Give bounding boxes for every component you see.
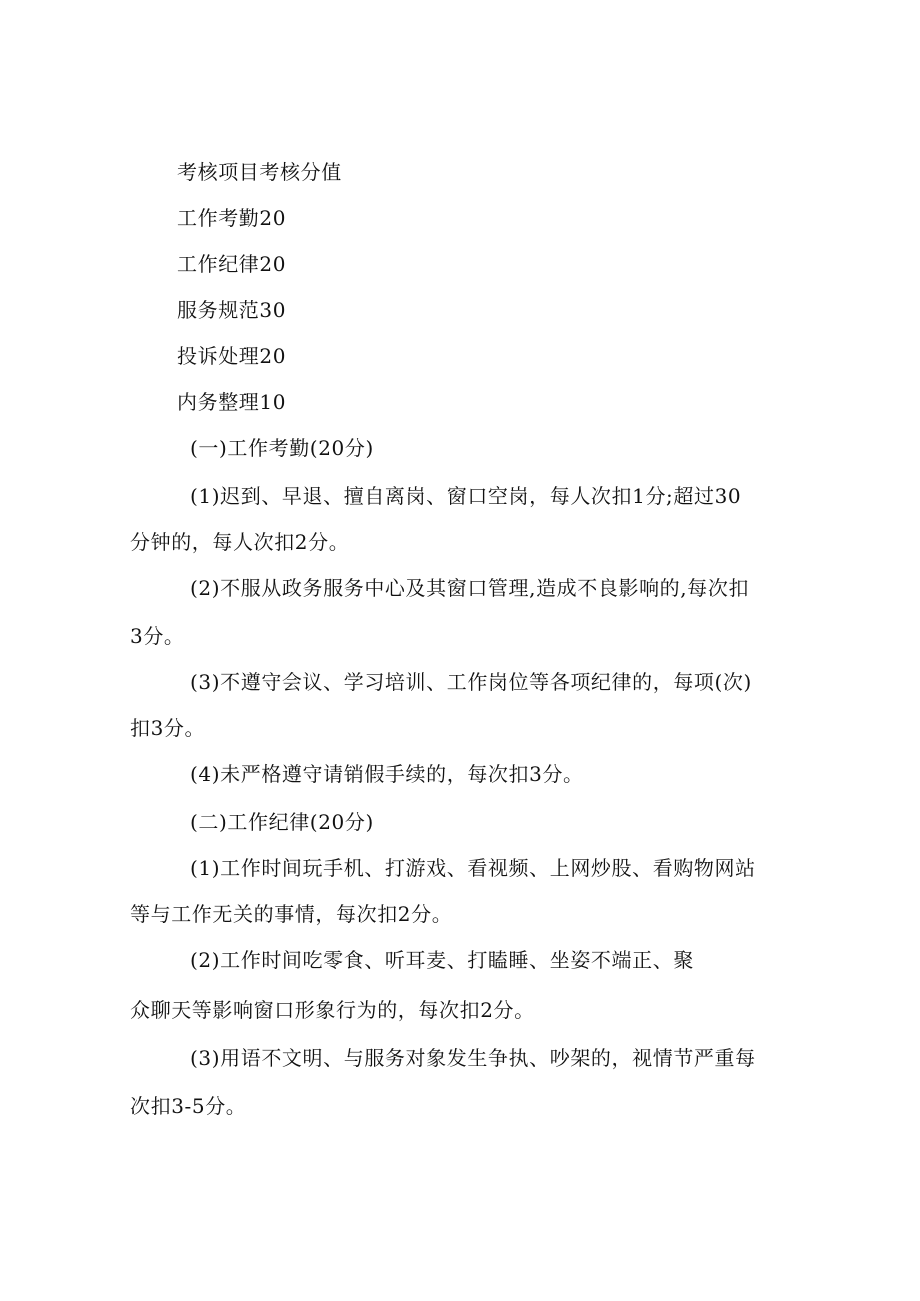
score-table-header: 考核项目考核分值 bbox=[177, 160, 342, 184]
score-row-internal-affairs: 内务整理10 bbox=[177, 390, 287, 414]
score-row-service-standard: 服务规范30 bbox=[177, 298, 287, 322]
section2-item1-line1: (1)工作时间玩手机、打游戏、看视频、上网炒股、看购物网站 bbox=[190, 856, 756, 880]
section2-item3-line1: (3)用语不文明、与服务对象发生争执、吵架的，视情节严重每 bbox=[190, 1046, 756, 1070]
score-row-attendance: 工作考勤20 bbox=[177, 206, 287, 230]
section1-heading: (一)工作考勤(20分) bbox=[190, 436, 374, 460]
section1-item2-line2: 3分。 bbox=[130, 624, 185, 648]
section1-item4-line1: (4)未严格遵守请销假手续的，每次扣3分。 bbox=[190, 762, 584, 786]
section2-item2-line1: (2)工作时间吃零食、听耳麦、打瞌睡、坐姿不端正、聚 bbox=[190, 948, 694, 972]
section1-item3-line2: 扣3分。 bbox=[130, 716, 206, 740]
section1-item1-line2: 分钟的，每人次扣2分。 bbox=[130, 530, 350, 554]
section2-item1-line2: 等与工作无关的事情，每次扣2分。 bbox=[130, 902, 453, 926]
section2-item2-line2: 众聊天等影响窗口形象行为的，每次扣2分。 bbox=[130, 998, 535, 1022]
score-row-complaint-handling: 投诉处理20 bbox=[177, 344, 287, 368]
section2-heading: (二)工作纪律(20分) bbox=[190, 810, 374, 834]
section2-item3-line2: 次扣3-5分。 bbox=[130, 1094, 247, 1118]
section1-item2-line1: (2)不服从政务服务中心及其窗口管理,造成不良影响的,每次扣 bbox=[190, 576, 750, 600]
score-row-discipline: 工作纪律20 bbox=[177, 252, 287, 276]
section1-item3-line1: (3)不遵守会议、学习培训、工作岗位等各项纪律的，每项(次) bbox=[190, 670, 752, 694]
section1-item1-line1: (1)迟到、早退、擅自离岗、窗口空岗，每人次扣1分;超过30 bbox=[190, 484, 742, 508]
